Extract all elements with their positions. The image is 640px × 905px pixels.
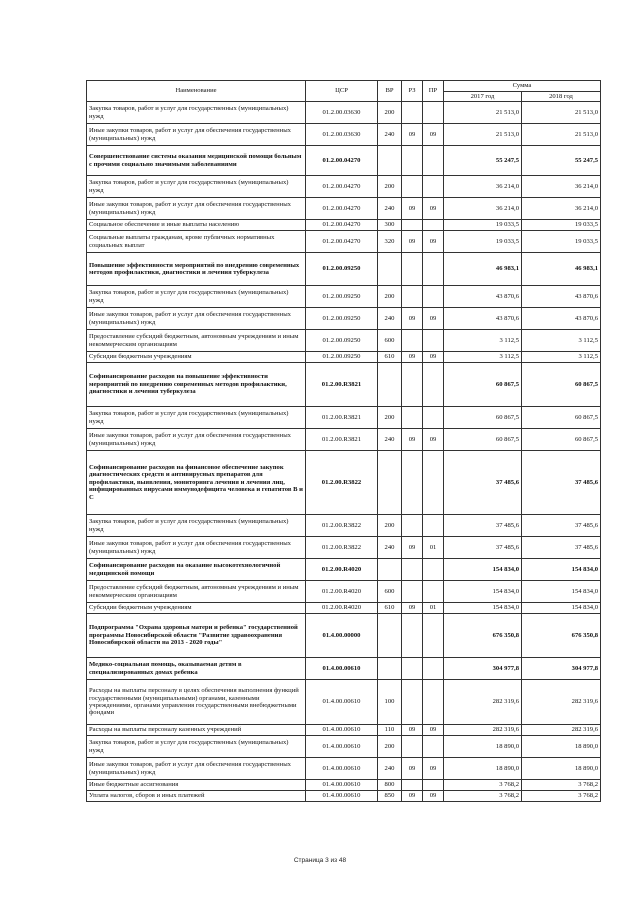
cell-name: Закупка товаров, работ и услуг для государственных (муниципальных) нужд [87,286,306,308]
cell-sum-2018: 19 033,5 [522,231,601,253]
cell-csr: 01.4.00.00610 [306,658,378,680]
cell-rz: 09 [402,308,423,330]
cell-rz [402,363,423,407]
cell-rz: 09 [402,429,423,451]
cell-vr [378,559,402,581]
cell-sum-2017: 3 112,5 [444,352,522,363]
cell-csr: 01.4.00.00610 [306,758,378,780]
cell-pr [423,658,444,680]
table-row [87,198,601,220]
table-row [87,791,601,802]
cell-sum-2018: 3 112,5 [522,330,601,352]
table-row [87,658,601,680]
cell-sum-2017: 43 870,6 [444,308,522,330]
cell-sum-2017: 21 513,0 [444,124,522,146]
cell-vr: 320 [378,231,402,253]
cell-rz [402,102,423,124]
cell-rz: 09 [402,537,423,559]
table-row [87,220,601,231]
cell-rz [402,581,423,603]
cell-sum-2018: 36 214,0 [522,176,601,198]
cell-rz [402,780,423,791]
cell-pr [423,559,444,581]
cell-pr [423,363,444,407]
header-pr: ПР [423,81,444,102]
cell-pr: 09 [423,308,444,330]
cell-sum-2017: 304 977,8 [444,658,522,680]
cell-csr: 01.2.00.R3822 [306,451,378,515]
cell-vr: 200 [378,515,402,537]
cell-name: Субсидии бюджетным учреждениям [87,352,306,363]
cell-vr [378,451,402,515]
cell-name: Закупка товаров, работ и услуг для государственных (муниципальных) нужд [87,176,306,198]
cell-vr: 240 [378,308,402,330]
table-row [87,124,601,146]
budget-table [86,80,601,802]
cell-vr: 240 [378,124,402,146]
cell-name: Закупка товаров, работ и услуг для государственных (муниципальных) нужд [87,515,306,537]
cell-sum-2018: 3 768,2 [522,791,601,802]
cell-name: Расходы на выплаты персоналу казенных учреждений [87,725,306,736]
cell-pr: 09 [423,758,444,780]
table-row [87,330,601,352]
cell-sum-2017: 282 319,6 [444,680,522,725]
table-row [87,407,601,429]
cell-sum-2018: 21 513,0 [522,102,601,124]
cell-vr: 300 [378,220,402,231]
table-row [87,725,601,736]
cell-csr: 01.2.00.04270 [306,146,378,176]
cell-sum-2018: 37 485,6 [522,537,601,559]
table-row [87,581,601,603]
table-row [87,780,601,791]
cell-vr: 200 [378,286,402,308]
cell-rz [402,658,423,680]
cell-sum-2017: 154 834,0 [444,603,522,614]
cell-name: Закупка товаров, работ и услуг для государственных (муниципальных) нужд [87,407,306,429]
cell-sum-2017: 37 485,6 [444,451,522,515]
cell-csr: 01.2.00.R3821 [306,407,378,429]
cell-pr [423,146,444,176]
cell-name: Уплата налогов, сборов и иных платежей [87,791,306,802]
cell-sum-2017: 18 890,0 [444,758,522,780]
cell-pr: 09 [423,231,444,253]
cell-rz [402,176,423,198]
cell-csr: 01.2.00.R4020 [306,603,378,614]
table-row [87,680,601,725]
cell-rz: 09 [402,725,423,736]
cell-sum-2017: 60 867,5 [444,407,522,429]
cell-name: Софинансирование расходов на финансовое обеспечение закупок диагностических средств и антивирусных препаратов для профилактики, выявления, мониторинга лечения и лечения лиц, инфицированных вирусами иммунодефицита человека и гепатитов В и С [87,451,306,515]
header-name: Наименование [87,81,306,102]
cell-name: Иные закупки товаров, работ и услуг для обеспечения государственных (муниципальных) нужд [87,758,306,780]
cell-name: Иные закупки товаров, работ и услуг для обеспечения государственных (муниципальных) нужд [87,198,306,220]
cell-sum-2018: 154 834,0 [522,603,601,614]
cell-csr: 01.2.00.R4020 [306,559,378,581]
cell-sum-2018: 282 319,6 [522,725,601,736]
cell-vr: 600 [378,581,402,603]
cell-sum-2018: 154 834,0 [522,581,601,603]
cell-rz [402,253,423,286]
cell-pr: 01 [423,603,444,614]
cell-pr [423,581,444,603]
cell-name: Субсидии бюджетным учреждениям [87,603,306,614]
cell-sum-2018: 60 867,5 [522,429,601,451]
header-vr: ВР [378,81,402,102]
cell-sum-2018: 60 867,5 [522,363,601,407]
cell-rz [402,407,423,429]
cell-name: Иные закупки товаров, работ и услуг для обеспечения государственных (муниципальных) нужд [87,429,306,451]
table-row [87,758,601,780]
cell-csr: 01.2.00.04270 [306,231,378,253]
table-row [87,736,601,758]
cell-csr: 01.4.00.00610 [306,791,378,802]
cell-pr: 09 [423,725,444,736]
cell-sum-2017: 19 033,5 [444,231,522,253]
cell-name: Предоставление субсидий бюджетным, автономным учреждениям и иным некоммерческим организациям [87,330,306,352]
table-row [87,614,601,658]
cell-pr [423,220,444,231]
cell-rz: 09 [402,124,423,146]
cell-vr [378,363,402,407]
cell-rz [402,451,423,515]
cell-csr: 01.4.00.00610 [306,780,378,791]
cell-sum-2018: 304 977,8 [522,658,601,680]
table-row [87,429,601,451]
cell-pr: 09 [423,429,444,451]
cell-pr [423,253,444,286]
cell-csr: 01.2.00.R3822 [306,537,378,559]
cell-name: Медико-социальная помощь, оказываемая детям в специализированных домах ребенка [87,658,306,680]
table-row [87,537,601,559]
cell-sum-2018: 21 513,0 [522,124,601,146]
header-rz: РЗ [402,81,423,102]
cell-pr [423,102,444,124]
table-row [87,286,601,308]
cell-vr: 110 [378,725,402,736]
cell-csr: 01.2.00.R3821 [306,363,378,407]
table-row [87,515,601,537]
cell-name: Иные закупки товаров, работ и услуг для обеспечения государственных (муниципальных) нужд [87,308,306,330]
cell-sum-2018: 37 485,6 [522,515,601,537]
table-row [87,352,601,363]
cell-vr [378,146,402,176]
cell-sum-2017: 36 214,0 [444,198,522,220]
cell-sum-2017: 676 350,8 [444,614,522,658]
cell-rz: 09 [402,231,423,253]
cell-sum-2017: 3 112,5 [444,330,522,352]
cell-pr [423,780,444,791]
cell-rz [402,146,423,176]
cell-name: Социальные выплаты гражданам, кроме публичных нормативных социальных выплат [87,231,306,253]
cell-sum-2017: 37 485,6 [444,515,522,537]
cell-pr [423,176,444,198]
cell-csr: 01.2.00.04270 [306,198,378,220]
table-header [87,81,601,102]
cell-csr: 01.2.00.04270 [306,176,378,198]
cell-rz: 09 [402,198,423,220]
cell-sum-2018: 19 033,5 [522,220,601,231]
cell-rz [402,330,423,352]
cell-sum-2018: 3 112,5 [522,352,601,363]
table-row [87,451,601,515]
cell-csr: 01.4.00.00610 [306,736,378,758]
cell-csr: 01.2.00.09250 [306,286,378,308]
cell-csr: 01.4.00.00000 [306,614,378,658]
cell-pr [423,614,444,658]
cell-name: Социальное обеспечение и иные выплаты населению [87,220,306,231]
cell-name: Предоставление субсидий бюджетным, автономным учреждениям и иным некоммерческим организациям [87,581,306,603]
cell-name: Совершенствование системы оказания медицинской помощи больным с прочими социально значимыми заболеваниями [87,146,306,176]
cell-csr: 01.2.00.04270 [306,220,378,231]
cell-sum-2018: 3 768,2 [522,780,601,791]
cell-pr [423,330,444,352]
cell-vr [378,614,402,658]
table-row [87,559,601,581]
cell-csr: 01.2.00.03630 [306,102,378,124]
cell-sum-2018: 18 890,0 [522,736,601,758]
cell-sum-2018: 36 214,0 [522,198,601,220]
cell-sum-2018: 46 983,1 [522,253,601,286]
cell-vr: 850 [378,791,402,802]
cell-rz: 09 [402,603,423,614]
cell-rz [402,736,423,758]
cell-name: Повышение эффективности мероприятий по внедрению современных методов профилактики, диагностики и лечения туберкулеза [87,253,306,286]
cell-name: Закупка товаров, работ и услуг для государственных (муниципальных) нужд [87,736,306,758]
cell-sum-2017: 55 247,5 [444,146,522,176]
table-row [87,176,601,198]
cell-pr: 09 [423,198,444,220]
cell-name: Расходы на выплаты персоналу в целях обеспечения выполнения функций государственными (муниципальными) органами, казенными учреждениями, органами управления государственными внебюджетными фондами [87,680,306,725]
cell-name: Софинансирование расходов на повышение эффективности мероприятий по внедрению современных методов профилактики, диагностики и лечения туберкулеза [87,363,306,407]
cell-sum-2017: 282 319,6 [444,725,522,736]
cell-vr: 200 [378,736,402,758]
cell-sum-2018: 60 867,5 [522,407,601,429]
cell-vr: 240 [378,537,402,559]
header-year-2018: 2018 год [522,92,601,102]
cell-rz [402,614,423,658]
cell-rz: 09 [402,352,423,363]
cell-rz: 09 [402,791,423,802]
header-csr: ЦСР [306,81,378,102]
cell-pr [423,736,444,758]
cell-vr: 100 [378,680,402,725]
cell-name: Закупка товаров, работ и услуг для государственных (муниципальных) нужд [87,102,306,124]
cell-sum-2018: 282 319,6 [522,680,601,725]
cell-vr: 200 [378,407,402,429]
cell-pr [423,451,444,515]
cell-vr: 200 [378,176,402,198]
cell-sum-2018: 154 834,0 [522,559,601,581]
cell-sum-2017: 3 768,2 [444,780,522,791]
cell-vr: 600 [378,330,402,352]
cell-pr: 09 [423,791,444,802]
cell-sum-2017: 154 834,0 [444,559,522,581]
cell-pr [423,515,444,537]
cell-vr: 240 [378,198,402,220]
cell-rz [402,680,423,725]
cell-sum-2017: 19 033,5 [444,220,522,231]
cell-vr: 200 [378,102,402,124]
table-row [87,603,601,614]
cell-csr: 01.2.00.R4020 [306,581,378,603]
cell-vr [378,253,402,286]
cell-csr: 01.2.00.03630 [306,124,378,146]
cell-sum-2018: 18 890,0 [522,758,601,780]
cell-csr: 01.4.00.00610 [306,725,378,736]
cell-sum-2017: 36 214,0 [444,176,522,198]
cell-vr: 610 [378,603,402,614]
cell-sum-2017: 46 983,1 [444,253,522,286]
cell-name: Иные закупки товаров, работ и услуг для обеспечения государственных (муниципальных) нужд [87,537,306,559]
header-sum: Сумма [444,81,601,92]
cell-vr: 800 [378,780,402,791]
cell-sum-2017: 43 870,6 [444,286,522,308]
table-row [87,231,601,253]
cell-sum-2018: 55 247,5 [522,146,601,176]
cell-name: Подпрограмма "Охрана здоровья матери и ребенка" государственной программы Новосибирской области "Развитие здравоохранения Новосибирской области на 2013 - 2020 годы" [87,614,306,658]
table-row [87,102,601,124]
cell-rz: 09 [402,758,423,780]
cell-csr: 01.2.00.09250 [306,308,378,330]
cell-name: Софинансирование расходов на оказание высокотехнологичной медицинской помощи [87,559,306,581]
cell-name: Иные закупки товаров, работ и услуг для обеспечения государственных (муниципальных) нужд [87,124,306,146]
cell-sum-2017: 60 867,5 [444,429,522,451]
cell-pr [423,286,444,308]
cell-sum-2017: 21 513,0 [444,102,522,124]
cell-vr: 610 [378,352,402,363]
cell-sum-2018: 37 485,6 [522,451,601,515]
header-year-2017: 2017 год [444,92,522,102]
cell-pr: 01 [423,537,444,559]
cell-pr [423,680,444,725]
cell-rz [402,220,423,231]
cell-csr: 01.2.00.09250 [306,330,378,352]
cell-csr: 01.2.00.09250 [306,253,378,286]
cell-sum-2017: 3 768,2 [444,791,522,802]
cell-vr [378,658,402,680]
cell-rz [402,515,423,537]
cell-sum-2017: 60 867,5 [444,363,522,407]
cell-csr: 01.2.00.09250 [306,352,378,363]
page-footer: Страница 3 из 48 [293,857,347,864]
cell-pr: 09 [423,124,444,146]
cell-sum-2018: 43 870,6 [522,308,601,330]
table-row [87,146,601,176]
cell-csr: 01.2.00.R3821 [306,429,378,451]
cell-sum-2018: 43 870,6 [522,286,601,308]
cell-sum-2017: 154 834,0 [444,581,522,603]
cell-pr: 09 [423,352,444,363]
cell-sum-2017: 18 890,0 [444,736,522,758]
cell-vr: 240 [378,758,402,780]
table-row [87,253,601,286]
cell-sum-2017: 37 485,6 [444,537,522,559]
cell-vr: 240 [378,429,402,451]
cell-name: Иные бюджетные ассигнования [87,780,306,791]
cell-rz [402,286,423,308]
table-row [87,308,601,330]
cell-rz [402,559,423,581]
table-body [87,102,601,802]
cell-csr: 01.4.00.00610 [306,680,378,725]
cell-csr: 01.2.00.R3822 [306,515,378,537]
table-row [87,363,601,407]
cell-sum-2018: 676 350,8 [522,614,601,658]
cell-pr [423,407,444,429]
